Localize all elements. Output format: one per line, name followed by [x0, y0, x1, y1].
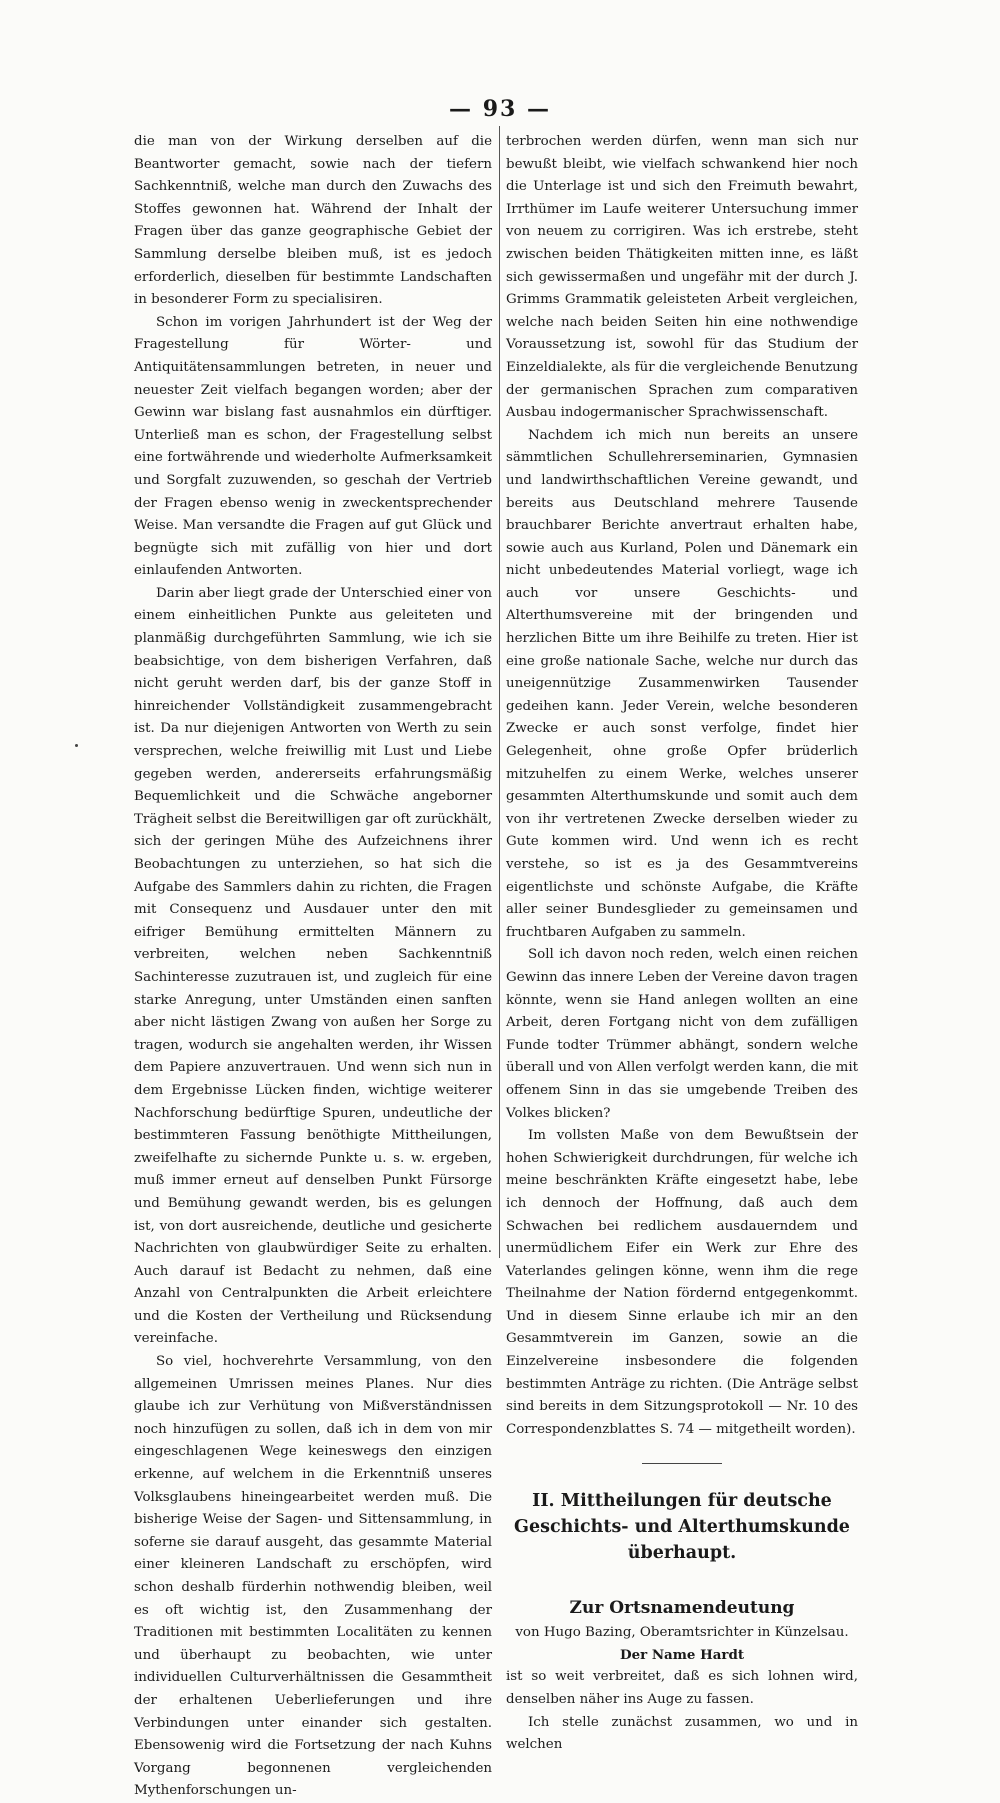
paragraph: So viel, hochverehrte Versammlung, von den allgemeinen Umrissen meines Planes. Nur dies glaube ich zur Verhütung von Mißverständnissen noch hinzufügen zu sollen, daß ich in dem von mir eingeschlagenen Wege keineswegs den einzigen erkenne, auf welchem in die Erkenntniß unseres Volksglaubens hineingearbeitet werden muß. Die bisherige Weise der Sagen- und Sittensammlung, in soferne sie darauf ausgeht, das gesammte Material einer kleineren Landschaft zu erschöpfen, wird schon deshalb fürderhin nothwendig bleiben, weil es oft wichtig ist, den Zusammenhang der Traditionen mit bestimmten Localitäten zu kennen und überhaupt zu beobachten, wie unter individuellen Culturverhältnissen die Gesammtheit der erhaltenen Ueberlieferungen und ihre Verbindungen unter einander sich gestalten. Ebensowenig wird die Fortsetzung der nach Kuhns Vorgang begonnenen vergleichenden Mythenforschungen un- [134, 1354, 492, 1799]
column-divider [499, 126, 500, 1258]
paragraph: Schon im vorigen Jahrhundert ist der Weg der Fragestellung für Wörter- und Antiquitätensammlungen betreten, in neuer und neuester Zeit vielfach begangen worden; aber der Gewinn war bislang fast ausnahmlos ein dürftiger. Unterließ man es schon, der Fragestellung selbst eine fortwährende und wiederholte Aufmerksamkeit und Sorgfalt zuzuwenden, so geschah der Vertrieb der Fragen ebenso wenig in zweckentsprechender Weise. Man versandte die Fragen auf gut Glück und begnügte sich mit zufällig von hier und dort einlaufenden Antworten. [134, 314, 492, 579]
right-column [506, 131, 858, 1757]
paragraph: Darin aber liegt grade der Unterschied einer von einem einheitlichen Punkte aus geleiteten und planmäßig durchgeführten Sammlung, wie ich sie beabsichtige, von dem bisherigen Verfahren, daß nicht geruht werden darf, bis der ganze Stoff in hinreichender Vollständigkeit zusammengebracht ist. Da nur diejenigen Antworten von Werth zu sein versprechen, welche freiwillig mit Lust und Liebe gegeben werden, andererseits erfahrungsmäßig Bequemlichkeit und die Schwäche angeborner Trägheit selbst die Bereitwilligen gar oft zurückhält, sich der geringen Mühe des Aufzeichnens ihrer Beobachtungen zu unterziehen, so hat sich die Aufgabe des Sammlers dahin zu richten, die Fragen mit Consequenz und Ausdauer unter den mit eifriger Bemühung ermittelten Männern zu verbreiten, welchen neben Sachkenntniß Sachinteresse zuzutrauen ist, und zugleich für eine starke Anregung, unter Umständen einen sanften aber nicht lästigen Zwang von außen her Sorge zu tragen, wodurch sie angehalten werden, ihr Wissen dem Papiere anzuvertrauen. Und wenn sich nun in dem Ergebnisse Lücken finden, wichtige weiterer Nachforschung bedürftige Spuren, undeutliche der bestimmteren Fassung benöthigte Mittheilungen, zweifelhafte zu sichernde Punkte u. s. w. ergeben, muß immer erneut auf denselben Punkt Fürsorge und Bemühung gewandt werden, bis es gelungen ist, von dort ausreichende, deutliche und gesicherte Nachrichten von glaubwürdiger Seite zu erhalten. Auch darauf ist Bedacht zu nehmen, daß eine Anzahl von Centralpunkten die Arbeit erleichtere und die Kosten der Vertheilung und Rücksendung vereinfache. [134, 585, 492, 1347]
paragraph: Soll ich davon noch reden, welch einen reichen Gewinn das innere Leben der Vereine davon tragen könnte, wenn sie Hand anlegen wollten an eine Arbeit, deren Fortgang nicht von dem zufälligen Funde todter Trümmer abhängt, sondern welche überall und von Allen verfolgt werden kann, die mit offenem Sinn in das sie umgebende Treiben des Volkes blicken? [506, 947, 858, 1121]
left-column [134, 131, 492, 1803]
stray-ink-mark [75, 744, 78, 747]
paragraph: Nachdem ich mich nun bereits an unsere sämmtlichen Schullehrerseminarien, Gymnasien und landwirthschaftlichen Vereine gewandt, und bereits aus Deutschland mehrere Tausende brauchbarer Berichte anvertraut erhalten habe, sowie auch aus Kurland, Polen und Dänemark ein nicht unbedeutendes Material vorliegt, wage ich auch vor unsere Geschichts- und Alterthumsvereine mit der bringenden und herzlichen Bitte um ihre Beihilfe zu treten. Hier ist eine große nationale Sache, welche nur durch das uneigennützige Zusammenwirken Tausender gedeihen kann. Jeder Verein, welche besonderen Zwecke er auch sonst verfolge, findet hier Gelegenheit, ohne große Opfer brüderlich mitzuhelfen zu einem Werke, welches unserer gesammten Alterthumskunde und somit auch dem von ihr vertretenen Zwecke derselben wieder zu Gute kommen wird. Und wenn ich es recht verstehe, so ist es ja des Gesammtvereins eigentlichste und schönste Aufgabe, die Kräfte aller seiner Bundesglieder zu gemeinsamen und fruchtbaren Aufgaben zu sammeln. [506, 427, 858, 940]
paragraph: die man von der Wirkung derselben auf die Beantworter gemacht, sowie nach der tiefern Sachkenntniß, welche man durch den Zuwachs des Stoffes gewonnen hat. Während der Inhalt der Fragen über das ganze geographische Gebiet der Sammlung derselbe bleiben muß, ist es jedoch erforderlich, dieselben für bestimmte Landschaften in besonderer Form zu specialisiren. [134, 134, 492, 308]
article-title: Zur Ortsnamendeutung [569, 1598, 795, 1619]
article-byline: von Hugo Bazing, Oberamtsrichter in Künzelsau. [515, 1625, 849, 1641]
page-number: — 93 — [449, 96, 551, 122]
paragraph: Ich stelle zunächst zusammen, wo und in welchen [506, 1714, 858, 1753]
section-divider [642, 1463, 722, 1464]
paragraph: ist so weit verbreitet, daß es sich lohnen wird, denselben näher ins Auge zu fassen. [506, 1669, 858, 1708]
section-heading: II. Mittheilungen für deutsche Geschichts- und Alterthumskunde überhaupt. [514, 1491, 850, 1564]
paragraph: Im vollsten Maße von dem Bewußtsein der hohen Schwierigkeit durchdrungen, für welche ich meine beschränkten Kräfte eingesetzt habe, lebe ich dennoch der Hoffnung, daß auch dem Schwachen bei redlichem ausdauerndem und unermüdlichem Eifer ein Werk zur Ehre des Vaterlandes gelingen könne, wenn ihm die rege Theilnahme der Nation fördernd entgegenkommt. Und in diesem Sinne erlaube ich mir an den Gesammtverein im Ganzen, sowie an die Einzelvereine insbesondere die folgenden bestimmten Anträge zu richten. (Die Anträge selbst sind bereits in dem Sitzungsprotokoll — Nr. 10 des Correspondenzblattes S. 74 — mitgetheilt worden). [506, 1128, 858, 1437]
article-subhead: Der Name Hardt [619, 1647, 745, 1664]
paragraph: terbrochen werden dürfen, wenn man sich nur bewußt bleibt, wie vielfach schwankend hier noch die Unterlage ist und sich den Freimuth bewahrt, Irrthümer im Laufe weiterer Untersuchung immer von neuem zu corrigiren. Was ich erstrebe, steht zwischen beiden Thätigkeiten mitten inne, es läßt sich gewissermaßen und ungefähr mit der durch J. Grimms Grammatik geleisteten Arbeit vergleichen, welche nach beiden Seiten hin eine nothwendige Voraussetzung ist, sowohl für das Studium der Einzeldialekte, als für die vergleichende Benutzung der germanischen Sprachen zum comparativen Ausbau indogermanischer Sprachwissenschaft. [506, 134, 858, 421]
